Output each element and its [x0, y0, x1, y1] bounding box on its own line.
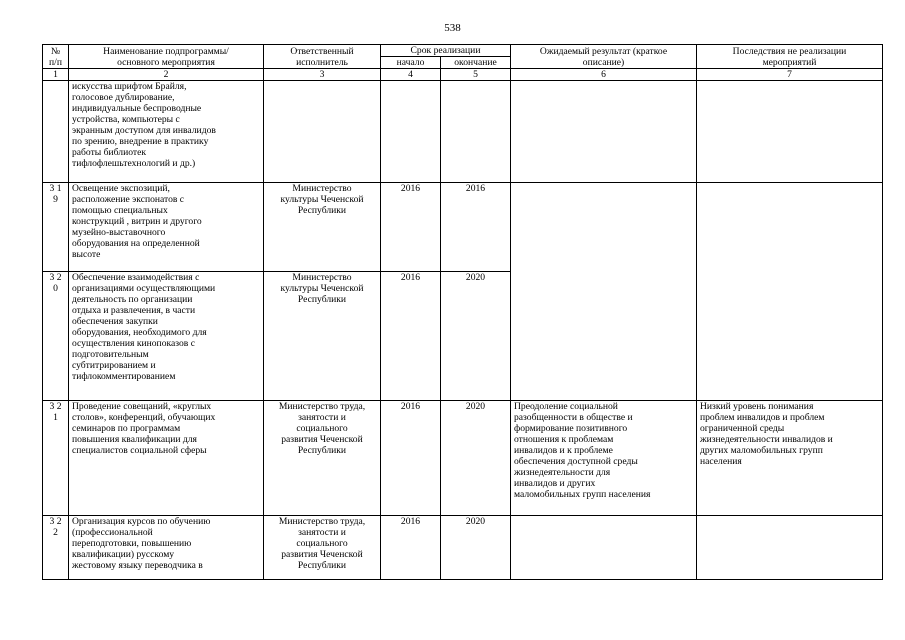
column-index: 7 — [697, 69, 883, 81]
header-consequences: Последствия не реализации мероприятий — [697, 45, 883, 69]
column-index: 6 — [511, 69, 697, 81]
row-responsible: Министерство культуры Чеченской Республики — [264, 272, 381, 401]
header-result: Ожидаемый результат (краткое описание) — [511, 45, 697, 69]
row-result: Преодоление социальной разобщенности в обществе и формирование позитивного отношения к проблемам инвалидов и к проблеме обеспечения доступной среды жизнедеятельности для инвалидов и других маломобильных групп населения — [511, 401, 697, 516]
row-number: 3 2 2 — [43, 516, 69, 580]
program-table — [42, 44, 883, 580]
row-end: 2020 — [441, 516, 511, 580]
header-name: Наименование подпрограммы/ основного мероприятия — [69, 45, 264, 69]
row-start: 2016 — [381, 272, 441, 401]
row-number: 3 2 1 — [43, 401, 69, 516]
page-number: 538 — [444, 22, 461, 34]
row-result — [511, 183, 697, 401]
row-start — [381, 81, 441, 183]
row-number: 3 1 9 — [43, 183, 69, 272]
row-consequences — [697, 516, 883, 580]
header-number: № п/п — [43, 45, 69, 69]
row-result — [511, 81, 697, 183]
row-name: Обеспечение взаимодействия с организациями осуществляющими деятельность по организации отдыха и развлечения, в части обеспечения закупки оборудования, необходимого для осуществления кинопоказов с подготовительным субтитрированием и тифлокомментированием — [69, 272, 264, 401]
row-number — [43, 81, 69, 183]
header-period: Срок реализации — [381, 45, 511, 57]
row-end — [441, 81, 511, 183]
column-index: 4 — [381, 69, 441, 81]
row-responsible — [264, 81, 381, 183]
row-number: 3 2 0 — [43, 272, 69, 401]
row-name: Проведение совещаний, «круглых столов», конференций, обучающих семинаров по программам повышения квалификации для специалистов социальной сферы — [69, 401, 264, 516]
row-result — [511, 516, 697, 580]
row-name: Освещение экспозиций, расположение экспонатов с помощью специальных конструкций , витрин и другого музейно-выставочного оборудования на определенной высоте — [69, 183, 264, 272]
table-row — [43, 81, 883, 183]
row-consequences — [697, 183, 883, 401]
row-responsible: Министерство культуры Чеченской Республики — [264, 183, 381, 272]
row-end: 2016 — [441, 183, 511, 272]
row-consequences — [697, 81, 883, 183]
row-responsible: Министерство труда, занятости и социального развития Чеченской Республики — [264, 516, 381, 580]
table-row — [43, 183, 883, 272]
column-index-row — [43, 69, 883, 81]
row-name: искусства шрифтом Брайля, голосовое дублирование, индивидуальные беспроводные устройства, компьютеры с экранным доступом для инвалидов по зрению, внедрение в практику работы библиотек тифлофлешьтехнологий и др.) — [69, 81, 264, 183]
header-start: начало — [381, 57, 441, 69]
row-name: Организация курсов по обучению (профессиональной переподготовки, повышению квалификации) русскому жестовому языку переводчика в — [69, 516, 264, 580]
row-start: 2016 — [381, 183, 441, 272]
header-responsible: Ответственный исполнитель — [264, 45, 381, 69]
row-end: 2020 — [441, 401, 511, 516]
column-index: 1 — [43, 69, 69, 81]
row-start: 2016 — [381, 516, 441, 580]
row-consequences: Низкий уровень понимания проблем инвалидов и проблем ограниченной среды жизнедеятельности инвалидов и других маломобильных групп населения — [697, 401, 883, 516]
header-end: окончание — [441, 57, 511, 69]
row-end: 2020 — [441, 272, 511, 401]
table-row — [43, 401, 883, 516]
column-index: 3 — [264, 69, 381, 81]
column-index: 2 — [69, 69, 264, 81]
column-index: 5 — [441, 69, 511, 81]
row-start: 2016 — [381, 401, 441, 516]
row-responsible: Министерство труда, занятости и социального развития Чеченской Республики — [264, 401, 381, 516]
table-row — [43, 516, 883, 580]
